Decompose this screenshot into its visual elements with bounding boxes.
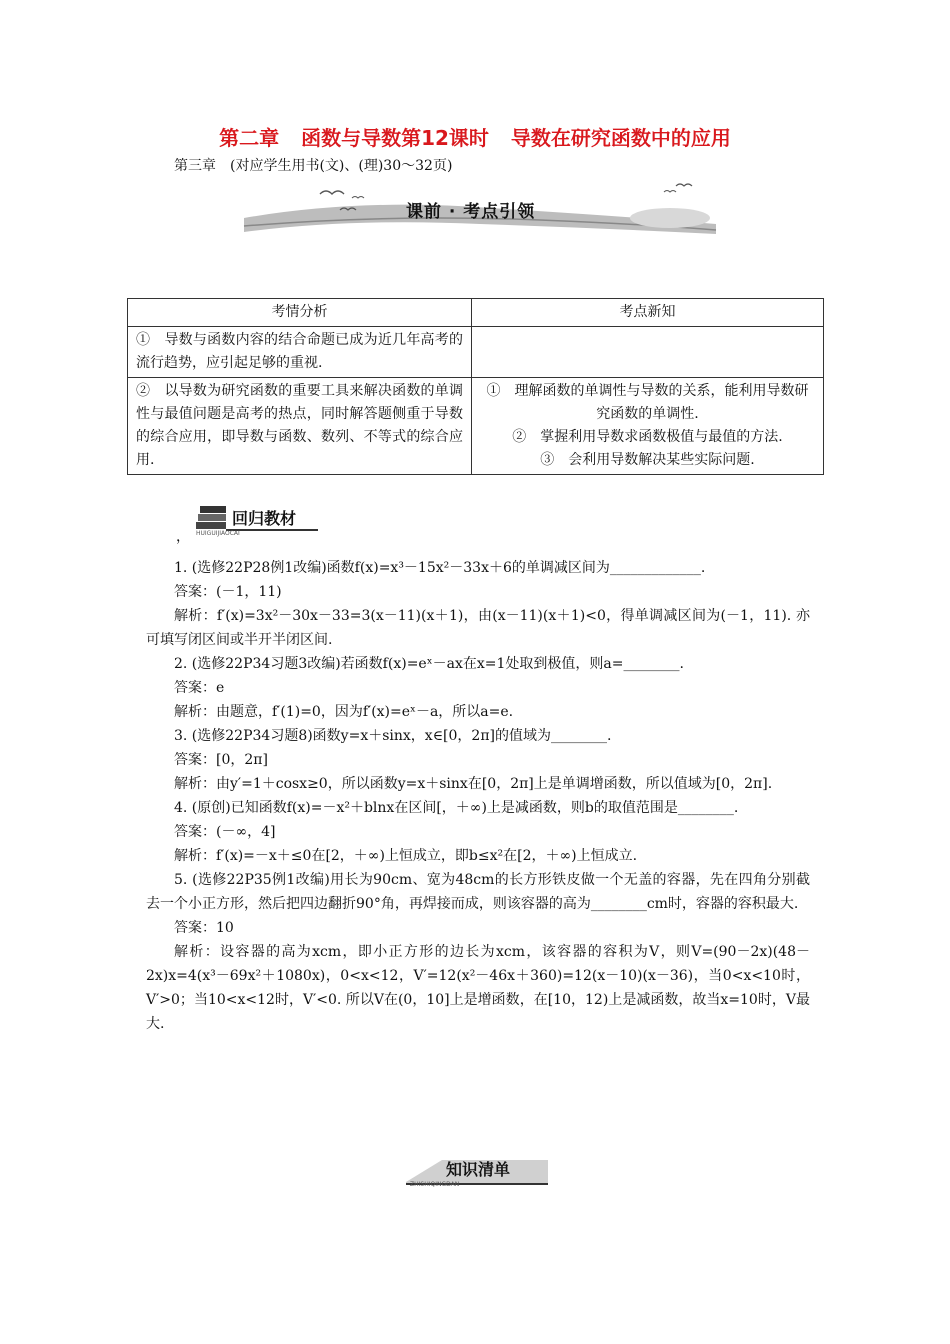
- knowledge-point: ③ 会利用导数解决某些实际问题.: [540, 452, 755, 468]
- table-header: 考点新知: [472, 299, 824, 327]
- problem-solution: 解析：由y′=1＋cosx≥0，所以函数y=x＋sinx在[0，2π]上是单调增函数，所以值域为[0，2π].: [174, 776, 773, 792]
- problem-answer: 答案：(－∞，4]: [174, 824, 276, 840]
- section-pinyin: HUIGUIJIAOCAI: [196, 530, 240, 537]
- exam-analysis-table: [127, 298, 824, 475]
- problem-answer: 答案：(－1，11): [174, 584, 282, 600]
- problem-answer: 答案：10: [174, 920, 234, 936]
- subtitle: 第三章 (对应学生用书(文)、(理)30～32页): [174, 158, 453, 174]
- banner-title: 课前 · 考点引领: [406, 202, 536, 222]
- bird-icon: [352, 197, 364, 199]
- section-title: 回归教材: [232, 509, 297, 528]
- bird-icon: [676, 184, 692, 186]
- table-row: [128, 327, 824, 378]
- stray-comma: ，: [176, 529, 190, 545]
- table-cell: [472, 378, 824, 475]
- section-pinyin: ZHISHIQINGDAN: [410, 1181, 460, 1188]
- table-cell: ② 以导数为研究函数的重要工具来解决函数的单调性与最值问题是高考的热点，同时解答题侧重于导数的综合应用，即导数与函数、数列、不等式的综合应用.: [128, 378, 472, 475]
- problem-question: 2. (选修22P34习题3改编)若函数f(x)=eˣ－ax在x=1处取到极值，则a=________.: [174, 656, 684, 672]
- problems-list: [146, 556, 810, 1036]
- problem-solution: 解析：设容器的高为xcm，即小正方形的边长为xcm，该容器的容积为V，则V=(90－2x)(48－2x)x=4(x³－69x²＋1080x)，0<x<12，V′=12(x²－46x＋360)=12(x－10)(x－36)，当0<x<10时，V′>0；当10<x<12时，V′<0. 所以V在(0，10]上是增函数，在[10，12)上是减函数，故当x=10时，V最大.: [146, 944, 810, 1032]
- bird-icon: [664, 191, 676, 193]
- chapter-label: 第二章: [219, 126, 280, 150]
- problem-answer: 答案：e: [174, 680, 225, 696]
- lesson-label: 函数与导数第12课时: [301, 126, 489, 150]
- page-title: [0, 122, 950, 151]
- problem-solution: 解析：由题意，f′(1)=0，因为f′(x)=eˣ－a，所以a=e.: [174, 704, 514, 720]
- problem-solution: 解析：f′(x)=3x²－30x－33=3(x－11)(x＋1)，由(x－11)(x＋1)<0，得单调减区间为(－1，11). 亦可填写闭区间或半开半闭区间.: [146, 608, 810, 648]
- problem-question: 1. (选修22P28例1改编)函数f(x)=x³－15x²－33x＋6的单调减区间为_____________.: [174, 560, 706, 576]
- knowledge-point: ① 理解函数的单调性与导数的关系，能利用导数研究函数的单调性.: [486, 383, 809, 422]
- problem-question: 3. (选修22P34习题8)函数y=x＋sinx，x∈[0，2π]的值域为________.: [174, 728, 612, 744]
- problem-solution: 解析：f′(x)=－x＋≤0在[2，＋∞)上恒成立，即b≤x²在[2，＋∞)上恒成立.: [174, 848, 638, 864]
- table-header-row: [128, 299, 824, 327]
- table-cell: [472, 327, 824, 378]
- table-cell: ① 导数与函数内容的结合命题已成为近几年高考的流行趋势，应引起足够的重视.: [128, 327, 472, 378]
- problem-question: 4. (原创)已知函数f(x)=－x²＋blnx在区间[，＋∞)上是减函数，则b的取值范围是________.: [174, 800, 739, 816]
- lesson-topic: 导数在研究函数中的应用: [510, 126, 731, 150]
- problem-question: 5. (选修22P35例1改编)用长为90cm、宽为48cm的长方形铁皮做一个无盖的容器，先在四角分别截去一个小正方形，然后把四边翻折90°角，再焊接而成，则该容器的高为________cm时，容器的容积最大.: [146, 872, 810, 912]
- problem-answer: 答案：[0，2π]: [174, 752, 268, 768]
- bird-icon: [320, 191, 344, 194]
- table-row: [128, 378, 824, 475]
- knowledge-point: ② 掌握利用导数求函数极值与最值的方法.: [512, 429, 783, 445]
- table-header: 考情分析: [128, 299, 472, 327]
- section-title: 知识清单: [446, 1160, 511, 1179]
